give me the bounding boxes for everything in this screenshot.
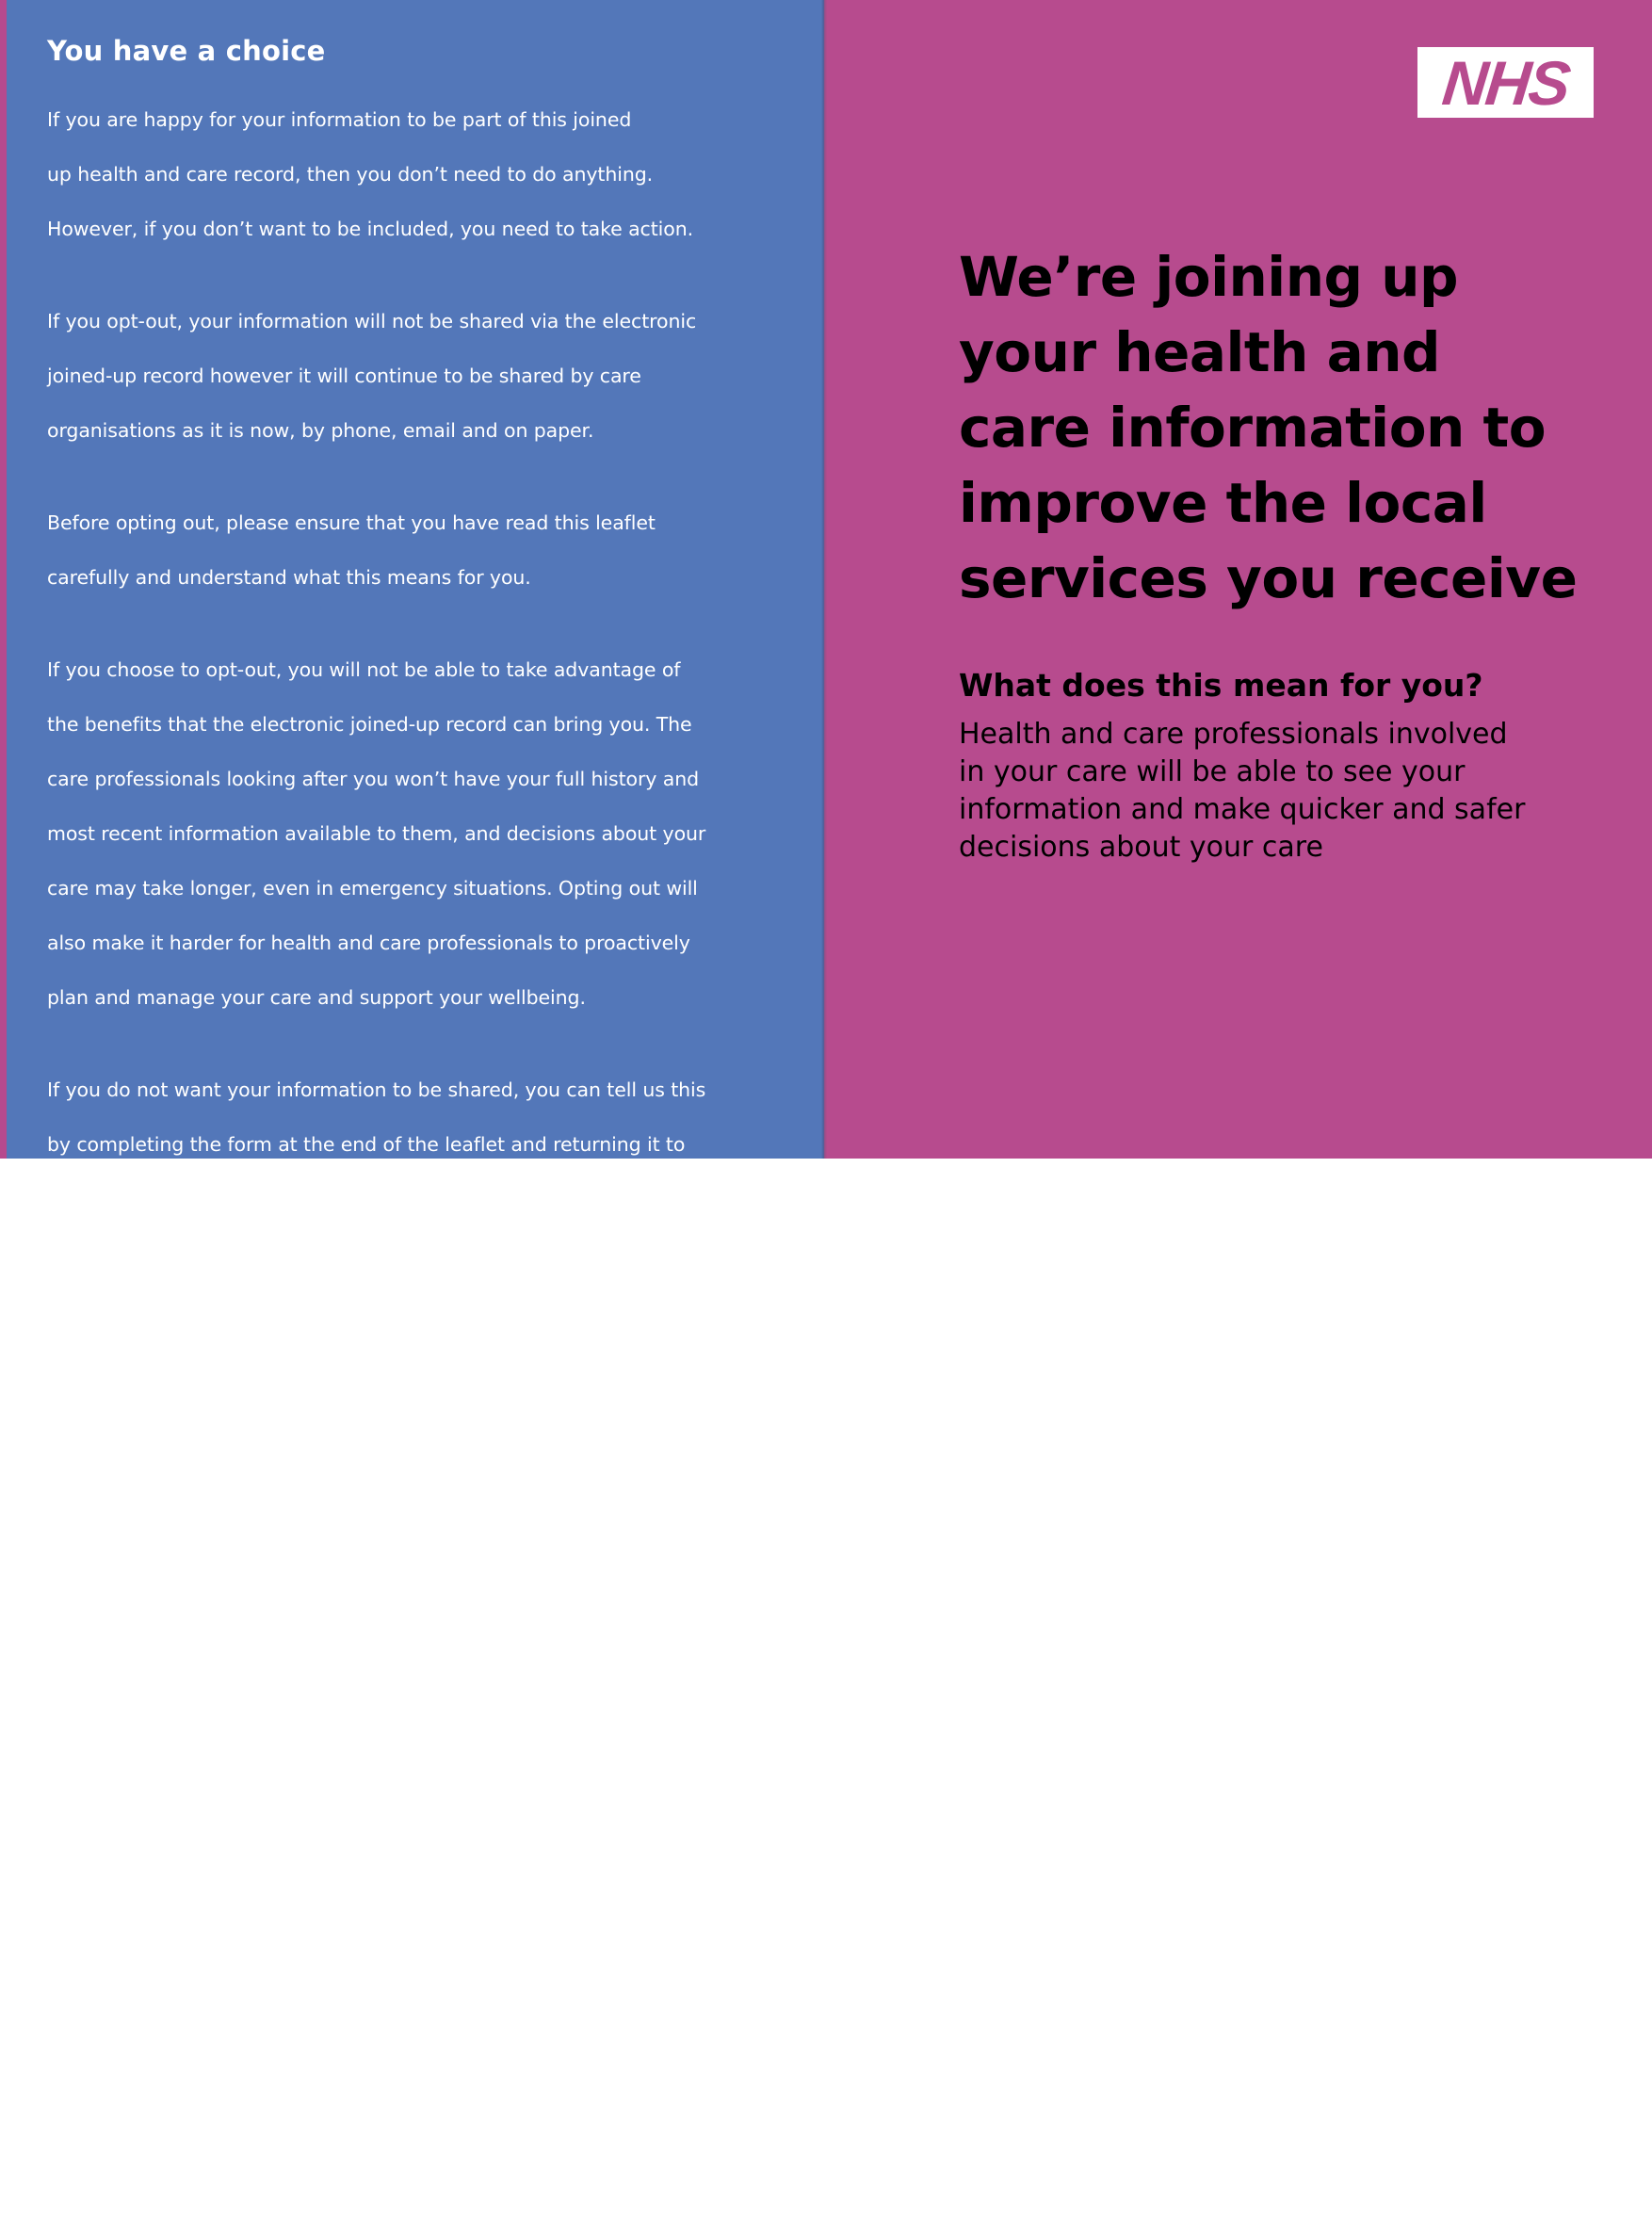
text-line: You can also find an opt out form on our website: <box>47 1994 518 2017</box>
paragraph-nhs-number <box>47 1709 791 1954</box>
title-line: your health and <box>959 320 1441 384</box>
text-line: However, if you don’t want to be included, you need to take action. <box>47 218 694 240</box>
text-line: We need your NHS number to process your request. If you don’t <box>47 1738 662 1760</box>
text-line: joined-up record however it will continue to be shared by care <box>47 365 641 387</box>
text-line: If you opt-out, your information will not be shared via the electronic <box>47 310 697 332</box>
body-line: Health and care professionals involved <box>959 718 1508 751</box>
title-line: services you receive <box>959 546 1578 610</box>
text-line: also make it harder for health and care professionals to proactively <box>47 932 690 954</box>
text-line: carefully and understand what this means for you. <box>47 566 531 589</box>
text-line: care may take longer, even in emergency situations. Opting out will <box>47 877 698 900</box>
text-line: care professionals looking after you won’t have your full history and <box>47 768 700 790</box>
title-line: We’re joining up <box>959 245 1459 309</box>
paragraph-opt-out-effect <box>47 281 791 472</box>
nhs-number-link-continued[interactable]: how-can-i-find-out-my-nhs-number/ <box>47 1902 432 1924</box>
text-line: Before opting out, please ensure that you have read this leaflet <box>47 511 656 534</box>
nhs-logo <box>1417 47 1594 118</box>
text-line: If you choose to opt-out, you will not be able to take advantage of <box>47 658 681 681</box>
text-line: the benefits that the electronic joined-up record can bring you. The <box>47 713 692 736</box>
paragraph-think-carefully <box>47 1452 791 1698</box>
body-line: information and make quicker and safer <box>959 793 1526 826</box>
text-line: your health and social care information will make it easier for services <box>47 1536 720 1559</box>
text-line: up health and care record, then you don’t need to do anything. <box>47 163 654 186</box>
text-line: you can contact us via our website: <box>47 1335 388 1357</box>
main-title <box>959 239 1618 616</box>
nhs-logo-text: NHS <box>1438 47 1573 118</box>
text-line: most recent information available to them, and decisions about your <box>47 822 706 845</box>
text-line: We ask you to think carefully before making a decision as sharing <box>47 1482 677 1504</box>
choice-panel <box>7 0 824 2180</box>
text-line: If you are happy for your information to be part of this joined <box>47 108 632 131</box>
nhs-number-link[interactable]: https://www.england.nhs.uk/contact-us/how-can-we-help/ <box>47 1847 671 1870</box>
title-line: care information to <box>959 396 1547 460</box>
left-edge-strip <box>0 0 7 1159</box>
choice-heading: You have a choice <box>47 35 326 67</box>
text-line: you can change your mind and opt back in at any time. <box>47 1645 579 1668</box>
text-after-link: or ask your GP practice. <box>431 1902 667 1924</box>
text-line: If you do not want your information to be shared, you can tell us this <box>47 1078 706 1101</box>
opt-out-form-link[interactable]: www.northlondonpartners.org.uk/joined-up-care-record <box>47 2049 651 2071</box>
text-line: plan and manage your care and support your wellbeing. <box>47 986 586 1009</box>
paragraph-how-to-opt-out <box>47 1049 791 1240</box>
text-line: to provide the best treatment and care for you. If you do opt out, <box>47 1591 672 1613</box>
text-line: If you would like to speak to someone about your options, <box>47 1280 603 1303</box>
text-line: You will receive confirmation on receipt of your request. Please <box>47 2103 650 2126</box>
choice-content <box>47 34 791 2221</box>
paragraph-opt-out-consequences <box>47 629 791 1039</box>
text-line: by completing the form at the end of the leaflet and returning it to <box>47 1133 686 1156</box>
body-line: decisions about your care <box>959 831 1323 864</box>
body-line: in your care will be able to see your <box>959 755 1466 788</box>
text-line: contact us if you would like to check this or do not receive this. <box>47 2158 653 2180</box>
paragraph-opt-out-form <box>47 1965 791 2211</box>
website-link[interactable]: www.northlondonpartners.org.uk/joined-up-care-record <box>47 1389 651 1412</box>
paragraph-happy-to-share <box>47 79 791 270</box>
text-line: organisations as it is now, by phone, email and on paper. <box>47 419 594 442</box>
paragraph-read-leaflet <box>47 482 791 619</box>
paragraph-contact-us <box>47 1251 791 1442</box>
text-line: know your NHS number please visit: <box>47 1792 396 1815</box>
bottom-page-edge <box>0 1159 1652 1170</box>
text-line: us, or using the form on our website. <box>47 1188 401 1210</box>
what-does-this-mean-heading: What does this mean for you? <box>959 667 1483 704</box>
title-line: improve the local <box>959 471 1487 535</box>
what-does-this-mean-text <box>959 716 1609 867</box>
